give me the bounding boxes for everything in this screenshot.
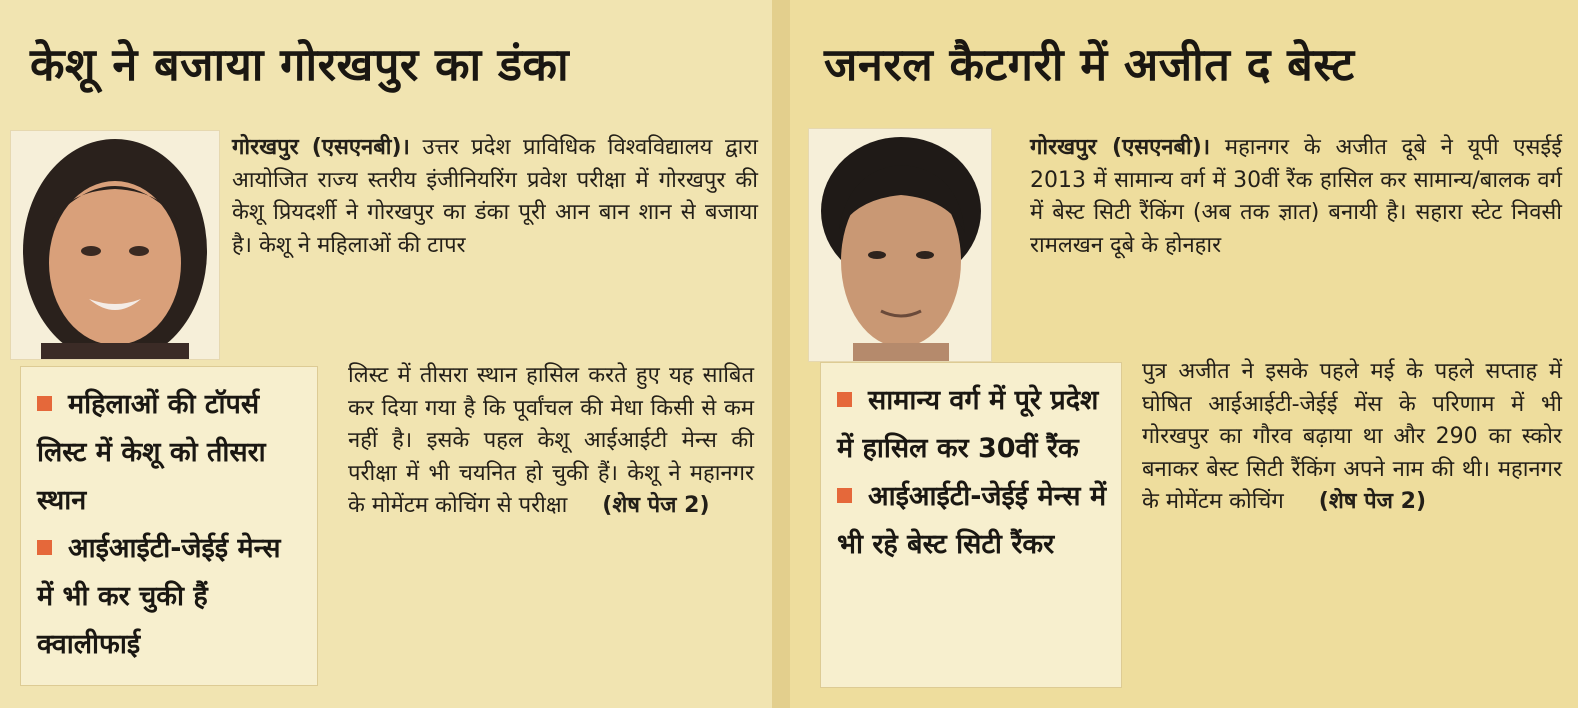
highlight-text: आईआईटी-जेईई मेन्स में भी कर चुकी हैं क्वालीफाई [37,533,281,660]
portrait-keshu-icon [11,131,219,359]
body-text: महानगर के अजीत दूबे ने यूपी एसईई 2013 में सामान्य वर्ग में 30वीं रैंक हासिल कर सामान्य/बालक वर्ग में बेस्ट सिटी रैंकिंग (अब तक ज्ञात) बनायी है। सहारा स्टेट निवसी रामलखन दूबे के होनहार [1030,135,1563,258]
dateline: गोरखपुर (एसएनबी)। [1030,135,1211,160]
body-text-part-1 [232,132,758,262]
bullet-square-icon [837,392,852,407]
article-ajeet [790,0,1578,708]
body-text-part-1 [1030,132,1562,262]
article-keshu [0,0,772,708]
bullet-square-icon [37,396,52,411]
highlight-item [37,381,303,525]
bullet-square-icon [37,540,52,555]
body-text-part-2 [348,360,754,523]
column-gutter [772,0,790,708]
headline: जनरल कैटगरी में अजीत द बेस्ट [824,38,1355,91]
portrait-ajeet-icon [809,129,991,361]
highlight-text: आईआईटी-जेईई मेन्स में भी रहे बेस्ट सिटी रैंकर [837,481,1107,560]
highlight-text: सामान्य वर्ग में पूरे प्रदेश में हासिल कर 30वीं रैंक [837,385,1099,464]
portrait-photo-keshu [10,130,220,360]
portrait-photo-ajeet [808,128,992,362]
highlight-item [37,525,303,669]
body-text-part-2 [1142,356,1562,519]
highlight-item [837,473,1107,569]
headline: केशू ने बजाया गोरखपुर का डंका [30,38,570,91]
continued-on-page-link: (शेष पेज 2) [1318,489,1426,514]
highlight-text: महिलाओं की टॉपर्स लिस्ट में केशू को तीसरा स्थान [37,389,266,516]
body-text: उत्तर प्रदेश प्राविधिक विश्वविद्यालय द्वारा आयोजित राज्य स्तरीय इंजीनियरिंग प्रवेश परीक्षा में गोरखपुर की केशू प्रियदर्शी ने गोरखपुर का डंका पूरी आन बान शान से बजाया है। केशू ने महिलाओं की टापर [232,135,758,258]
body-text: लिस्ट में तीसरा स्थान हासिल करते हुए यह साबित कर दिया गया है कि पूर्वांचल की मेधा किसी से कम नहीं है। इसके पहल केशू आईआईटी मेन्स की परीक्षा में भी चयनित हो चुकी हैं। केशू ने महानगर के मोमेंटम कोचिंग से परीक्षा [348,363,754,518]
dateline: गोरखपुर (एसएनबी)। [232,135,410,160]
continued-on-page-link: (शेष पेज 2) [602,493,710,518]
highlight-box [820,362,1122,688]
highlight-box [20,366,318,686]
body-text: पुत्र अजीत ने इसके पहले मई के पहले सप्ताह में घोषित आईआईटी-जेईई मेंस के परिणाम में भी गोरखपुर का गौरव बढ़ाया था और 290 का स्कोर बनाकर बेस्ट सिटी रैंकिंग अपने नाम की थी। महानगर के मोमेंटम कोचिंग [1142,359,1562,514]
bullet-square-icon [837,488,852,503]
highlight-item [837,377,1107,473]
